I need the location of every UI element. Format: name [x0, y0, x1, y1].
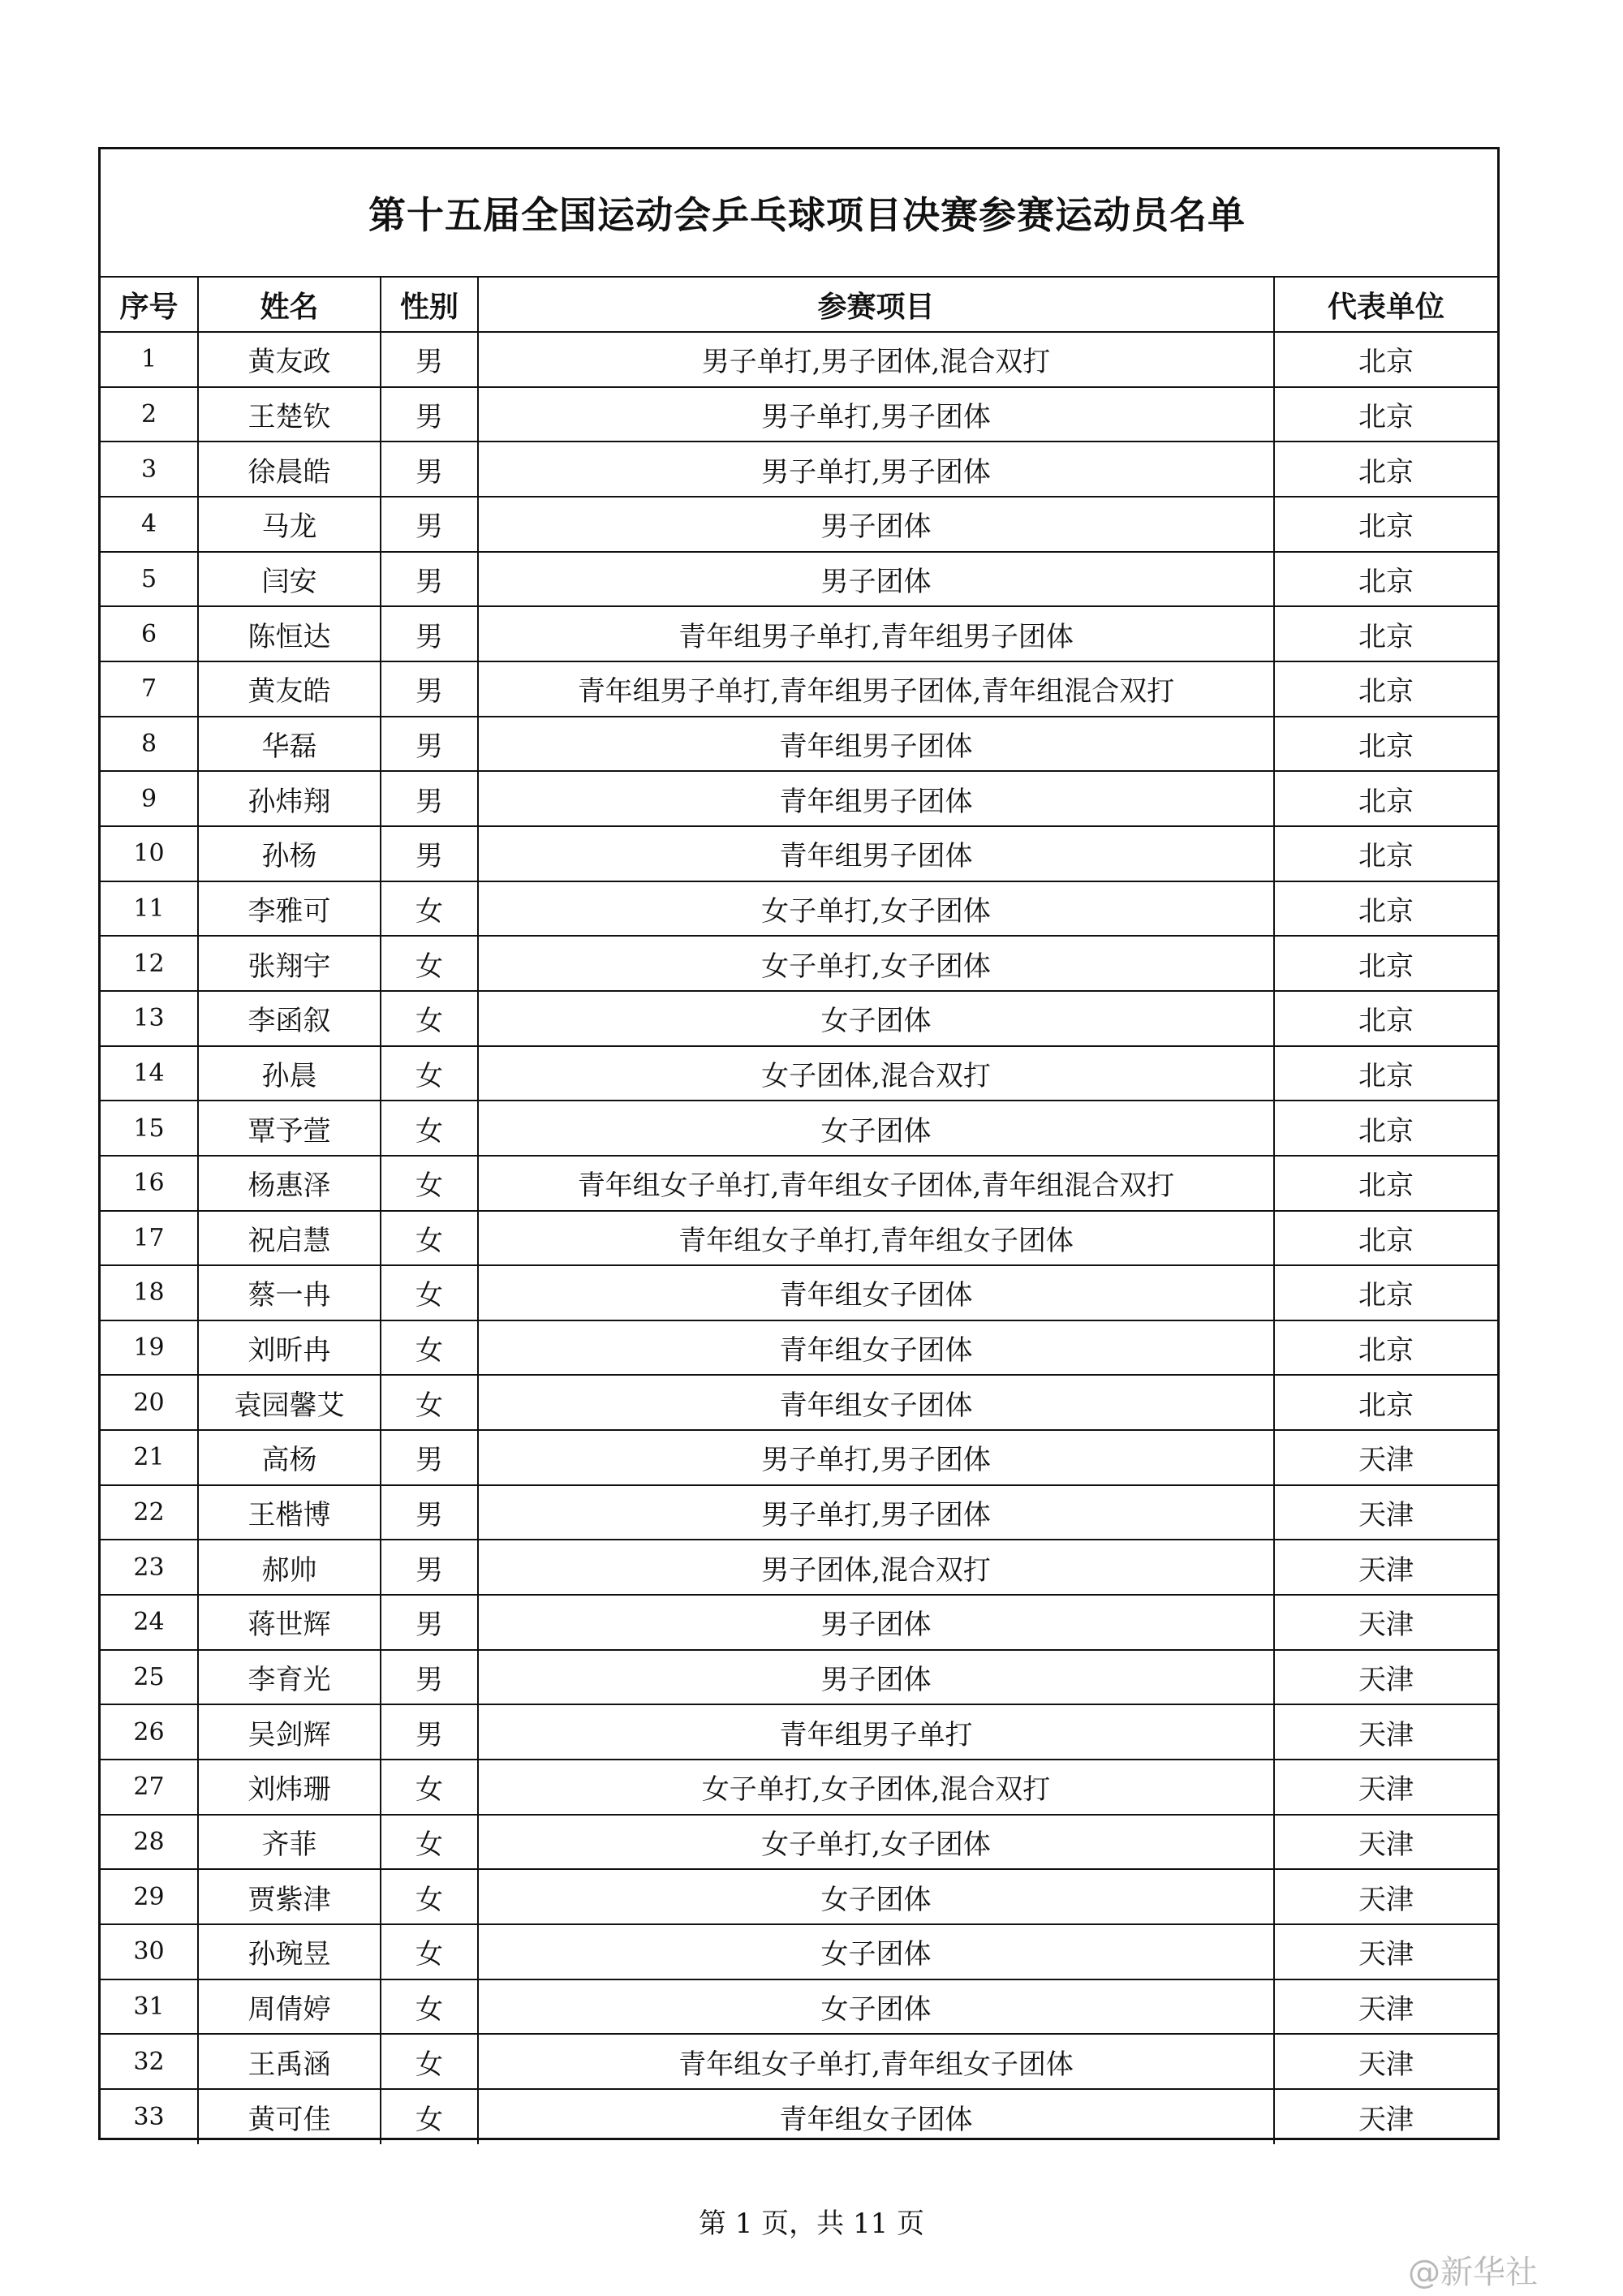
table-row [101, 1485, 1497, 1540]
cell-name: 吴剑辉 [198, 1704, 381, 1760]
table-header-row [101, 278, 1497, 332]
cell-unit: 北京 [1274, 1320, 1497, 1376]
table-row [101, 1815, 1497, 1870]
cell-unit: 北京 [1274, 881, 1497, 937]
cell-gender: 男 [381, 661, 478, 717]
cell-name: 黄友政 [198, 332, 381, 387]
table-row [101, 1924, 1497, 1979]
cell-no: 14 [101, 1046, 198, 1101]
cell-unit: 北京 [1274, 991, 1497, 1046]
column-header-unit: 代表单位 [1274, 278, 1497, 332]
roster-body [101, 332, 1497, 2144]
cell-events: 青年组男子团体 [478, 826, 1274, 881]
cell-no: 6 [101, 606, 198, 661]
cell-unit: 北京 [1274, 936, 1497, 991]
cell-events: 女子单打,女子团体,混合双打 [478, 1760, 1274, 1815]
cell-gender: 女 [381, 1211, 478, 1266]
cell-gender: 男 [381, 606, 478, 661]
cell-gender: 男 [381, 387, 478, 442]
cell-no: 27 [101, 1760, 198, 1815]
cell-events: 女子团体 [478, 1869, 1274, 1924]
page-footer: 第 1 页，共 11 页 [698, 2208, 925, 2240]
cell-no: 8 [101, 717, 198, 772]
roster-table [101, 278, 1497, 2144]
cell-no: 30 [101, 1924, 198, 1979]
cell-no: 16 [101, 1156, 198, 1211]
cell-name: 徐晨皓 [198, 442, 381, 497]
cell-name: 陈恒达 [198, 606, 381, 661]
cell-no: 23 [101, 1540, 198, 1595]
cell-no: 33 [101, 2089, 198, 2144]
cell-no: 11 [101, 881, 198, 937]
table-row [101, 936, 1497, 991]
cell-no: 21 [101, 1430, 198, 1485]
cell-events: 男子团体 [478, 552, 1274, 607]
cell-events: 青年组女子单打,青年组女子团体 [478, 1211, 1274, 1266]
table-row [101, 1265, 1497, 1320]
cell-no: 3 [101, 442, 198, 497]
cell-name: 郝帅 [198, 1540, 381, 1595]
cell-unit: 北京 [1274, 332, 1497, 387]
cell-gender: 男 [381, 442, 478, 497]
cell-unit: 天津 [1274, 1485, 1497, 1540]
cell-name: 孙杨 [198, 826, 381, 881]
cell-name: 贾紫津 [198, 1869, 381, 1924]
cell-name: 张翔宇 [198, 936, 381, 991]
cell-gender: 男 [381, 1650, 478, 1705]
table-row [101, 387, 1497, 442]
cell-unit: 北京 [1274, 1101, 1497, 1156]
table-row [101, 1979, 1497, 2035]
cell-unit: 北京 [1274, 552, 1497, 607]
table-row [101, 606, 1497, 661]
cell-gender: 女 [381, 936, 478, 991]
table-row [101, 1320, 1497, 1376]
cell-unit: 北京 [1274, 1211, 1497, 1266]
cell-events: 男子团体 [478, 497, 1274, 552]
cell-no: 15 [101, 1101, 198, 1156]
cell-events: 男子单打,男子团体,混合双打 [478, 332, 1274, 387]
table-row [101, 552, 1497, 607]
column-header-no: 序号 [101, 278, 198, 332]
cell-gender: 男 [381, 1704, 478, 1760]
cell-events: 青年组女子单打,青年组女子团体 [478, 2034, 1274, 2089]
cell-name: 蔡一冉 [198, 1265, 381, 1320]
cell-gender: 女 [381, 1101, 478, 1156]
cell-name: 孙炜翔 [198, 771, 381, 826]
cell-events: 男子团体,混合双打 [478, 1540, 1274, 1595]
cell-unit: 北京 [1274, 826, 1497, 881]
cell-gender: 女 [381, 881, 478, 937]
cell-unit: 北京 [1274, 442, 1497, 497]
cell-events: 男子单打,男子团体 [478, 1430, 1274, 1485]
cell-events: 青年组女子团体 [478, 2089, 1274, 2144]
cell-unit: 天津 [1274, 2034, 1497, 2089]
cell-gender: 男 [381, 771, 478, 826]
cell-no: 10 [101, 826, 198, 881]
cell-name: 王楚钦 [198, 387, 381, 442]
cell-events: 女子团体 [478, 991, 1274, 1046]
table-row [101, 1046, 1497, 1101]
table-row [101, 1869, 1497, 1924]
cell-gender: 男 [381, 497, 478, 552]
cell-name: 孙晨 [198, 1046, 381, 1101]
cell-name: 杨惠泽 [198, 1156, 381, 1211]
cell-gender: 男 [381, 717, 478, 772]
cell-no: 9 [101, 771, 198, 826]
cell-name: 马龙 [198, 497, 381, 552]
cell-name: 王楷博 [198, 1485, 381, 1540]
cell-events: 青年组男子单打,青年组男子团体 [478, 606, 1274, 661]
cell-gender: 男 [381, 332, 478, 387]
column-header-gender: 性别 [381, 278, 478, 332]
cell-gender: 男 [381, 1485, 478, 1540]
cell-events: 男子单打,男子团体 [478, 442, 1274, 497]
cell-gender: 女 [381, 1265, 478, 1320]
cell-gender: 女 [381, 1924, 478, 1979]
cell-unit: 北京 [1274, 497, 1497, 552]
cell-no: 32 [101, 2034, 198, 2089]
cell-events: 男子单打,男子团体 [478, 1485, 1274, 1540]
cell-events: 青年组男子团体 [478, 771, 1274, 826]
table-row [101, 991, 1497, 1046]
cell-unit: 天津 [1274, 1760, 1497, 1815]
cell-gender: 男 [381, 826, 478, 881]
cell-unit: 天津 [1274, 1924, 1497, 1979]
cell-unit: 北京 [1274, 1375, 1497, 1430]
cell-unit: 天津 [1274, 2089, 1497, 2144]
cell-no: 31 [101, 1979, 198, 2035]
cell-gender: 女 [381, 1046, 478, 1101]
cell-no: 18 [101, 1265, 198, 1320]
cell-unit: 北京 [1274, 387, 1497, 442]
cell-unit: 北京 [1274, 1265, 1497, 1320]
cell-name: 高杨 [198, 1430, 381, 1485]
table-row [101, 1595, 1497, 1650]
cell-no: 19 [101, 1320, 198, 1376]
cell-gender: 女 [381, 1375, 478, 1430]
cell-events: 男子团体 [478, 1650, 1274, 1705]
cell-name: 黄友皓 [198, 661, 381, 717]
cell-unit: 天津 [1274, 1869, 1497, 1924]
table-row [101, 661, 1497, 717]
cell-unit: 天津 [1274, 1979, 1497, 2035]
cell-no: 29 [101, 1869, 198, 1924]
cell-gender: 女 [381, 1156, 478, 1211]
cell-no: 12 [101, 936, 198, 991]
cell-no: 25 [101, 1650, 198, 1705]
cell-no: 5 [101, 552, 198, 607]
cell-name: 覃予萱 [198, 1101, 381, 1156]
cell-events: 青年组女子团体 [478, 1320, 1274, 1376]
cell-name: 闫安 [198, 552, 381, 607]
cell-unit: 北京 [1274, 717, 1497, 772]
cell-gender: 女 [381, 1320, 478, 1376]
cell-events: 女子团体 [478, 1101, 1274, 1156]
page-title: 第十五届全国运动会乒乓球项目决赛参赛运动员名单 [368, 193, 1246, 237]
cell-events: 女子单打,女子团体 [478, 1815, 1274, 1870]
cell-name: 刘炜珊 [198, 1760, 381, 1815]
table-row [101, 1540, 1497, 1595]
cell-gender: 男 [381, 552, 478, 607]
cell-gender: 女 [381, 1815, 478, 1870]
cell-name: 袁园馨艾 [198, 1375, 381, 1430]
cell-unit: 天津 [1274, 1430, 1497, 1485]
cell-unit: 天津 [1274, 1704, 1497, 1760]
cell-no: 1 [101, 332, 198, 387]
cell-no: 28 [101, 1815, 198, 1870]
cell-events: 女子团体 [478, 1979, 1274, 2035]
cell-events: 青年组男子单打,青年组男子团体,青年组混合双打 [478, 661, 1274, 717]
cell-gender: 男 [381, 1540, 478, 1595]
cell-unit: 北京 [1274, 1046, 1497, 1101]
roster-sheet [98, 147, 1500, 2140]
cell-no: 20 [101, 1375, 198, 1430]
cell-events: 青年组女子单打,青年组女子团体,青年组混合双打 [478, 1156, 1274, 1211]
cell-events: 青年组女子团体 [478, 1375, 1274, 1430]
cell-unit: 天津 [1274, 1540, 1497, 1595]
column-header-events: 参赛项目 [478, 278, 1274, 332]
table-row [101, 1375, 1497, 1430]
table-row [101, 1211, 1497, 1266]
cell-name: 祝启慧 [198, 1211, 381, 1266]
cell-unit: 天津 [1274, 1815, 1497, 1870]
column-header-name: 姓名 [198, 278, 381, 332]
table-row [101, 442, 1497, 497]
cell-events: 男子单打,男子团体 [478, 387, 1274, 442]
table-row [101, 1430, 1497, 1485]
cell-unit: 北京 [1274, 1156, 1497, 1211]
table-row [101, 1101, 1497, 1156]
cell-name: 王禹涵 [198, 2034, 381, 2089]
cell-gender: 女 [381, 1869, 478, 1924]
cell-no: 2 [101, 387, 198, 442]
cell-events: 男子团体 [478, 1595, 1274, 1650]
cell-unit: 北京 [1274, 661, 1497, 717]
table-row [101, 1156, 1497, 1211]
cell-no: 4 [101, 497, 198, 552]
table-row [101, 881, 1497, 937]
cell-events: 青年组男子团体 [478, 717, 1274, 772]
cell-name: 周倩婷 [198, 1979, 381, 2035]
cell-unit: 天津 [1274, 1650, 1497, 1705]
cell-unit: 北京 [1274, 606, 1497, 661]
table-row [101, 332, 1497, 387]
cell-name: 孙琬昱 [198, 1924, 381, 1979]
cell-no: 7 [101, 661, 198, 717]
cell-no: 26 [101, 1704, 198, 1760]
cell-name: 李函叙 [198, 991, 381, 1046]
table-row [101, 826, 1497, 881]
cell-no: 17 [101, 1211, 198, 1266]
cell-events: 女子团体 [478, 1924, 1274, 1979]
table-row [101, 1704, 1497, 1760]
cell-gender: 女 [381, 1760, 478, 1815]
table-row [101, 717, 1497, 772]
title-row [101, 149, 1497, 278]
cell-name: 华磊 [198, 717, 381, 772]
cell-gender: 女 [381, 2089, 478, 2144]
cell-name: 李雅可 [198, 881, 381, 937]
cell-unit: 天津 [1274, 1595, 1497, 1650]
table-row [101, 1760, 1497, 1815]
cell-no: 13 [101, 991, 198, 1046]
cell-no: 22 [101, 1485, 198, 1540]
cell-name: 齐菲 [198, 1815, 381, 1870]
cell-events: 女子单打,女子团体 [478, 881, 1274, 937]
table-row [101, 2089, 1497, 2144]
cell-events: 青年组男子单打 [478, 1704, 1274, 1760]
cell-gender: 男 [381, 1595, 478, 1650]
cell-name: 黄可佳 [198, 2089, 381, 2144]
table-row [101, 771, 1497, 826]
cell-events: 女子单打,女子团体 [478, 936, 1274, 991]
cell-gender: 女 [381, 991, 478, 1046]
cell-events: 女子团体,混合双打 [478, 1046, 1274, 1101]
cell-events: 青年组女子团体 [478, 1265, 1274, 1320]
table-row [101, 497, 1497, 552]
cell-gender: 女 [381, 1979, 478, 2035]
cell-no: 24 [101, 1595, 198, 1650]
table-row [101, 1650, 1497, 1705]
table-row [101, 2034, 1497, 2089]
cell-gender: 女 [381, 2034, 478, 2089]
cell-name: 刘昕冉 [198, 1320, 381, 1376]
cell-unit: 北京 [1274, 771, 1497, 826]
cell-name: 蒋世辉 [198, 1595, 381, 1650]
cell-gender: 男 [381, 1430, 478, 1485]
watermark: @新华社 [1408, 2254, 1538, 2291]
cell-name: 李育光 [198, 1650, 381, 1705]
